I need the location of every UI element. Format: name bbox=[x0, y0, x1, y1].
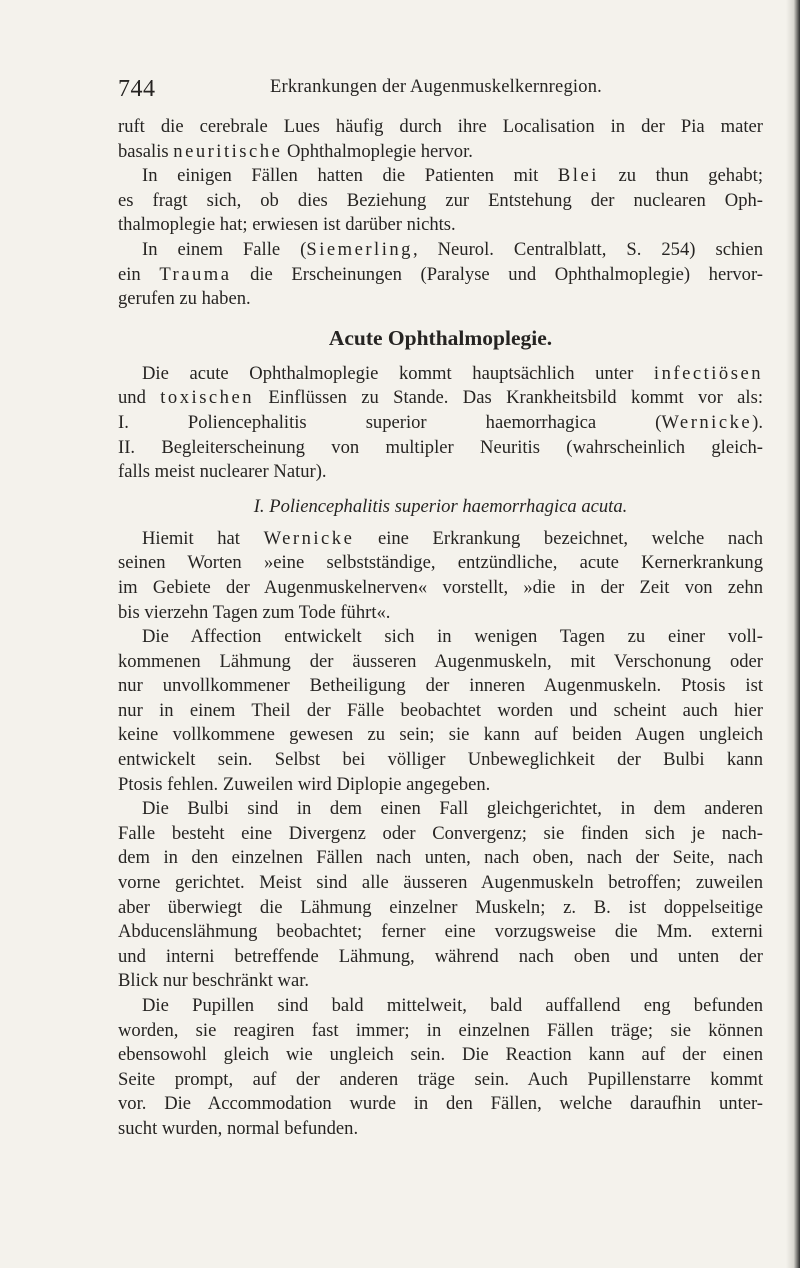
text-run: die Erscheinungen (Paralyse und Ophthalmoplegie) hervor- bbox=[231, 263, 763, 285]
text-run: basalis bbox=[118, 140, 174, 162]
text-line: Die Pupillen sind bald mittelweit, bald auffallend eng befunden bbox=[142, 995, 763, 1016]
text-line: im Gebiete der Augenmuskelnerven« vorstellt, »die in der Zeit von zehn bbox=[118, 576, 763, 598]
text-run: Einflüssen zu Stande. Das Krankheitsbild kommt vor als: bbox=[254, 387, 763, 409]
text-run: , Neurol. Centralblatt, S. 254) schien bbox=[412, 238, 763, 260]
page-number: 744 bbox=[118, 76, 156, 102]
text-line bbox=[118, 411, 763, 436]
paragraph bbox=[118, 115, 763, 164]
text-line: vorne gerichtet. Meist sind alle äusseren Augenmuskeln betroffen; zuweilen bbox=[118, 872, 763, 894]
text-line: sucht wurden, normal befunden. bbox=[118, 1117, 359, 1139]
paragraph bbox=[118, 527, 763, 625]
emphasized-text: Siemerling bbox=[306, 238, 413, 260]
text-line: aber überwiegt die Lähmung einzelner Muskeln; z. B. ist doppelseitige bbox=[118, 896, 763, 918]
page-edge bbox=[786, 0, 800, 1268]
emphasized-text: neuritische bbox=[173, 140, 283, 162]
text-line: Die Bulbi sind in dem einen Fall gleichgerichtet, in dem anderen bbox=[142, 798, 763, 820]
text-line: ebensowohl gleich wie ungleich sein. Die Reaction kann auf der einen bbox=[118, 1044, 763, 1066]
text-line: Die Affection entwickelt sich in wenigen Tagen zu einer voll- bbox=[142, 626, 763, 648]
text-line: bis vierzehn Tagen zum Tode führt«. bbox=[118, 601, 391, 623]
text-line: Abducenslähmung beobachtet; ferner eine vorzugsweise die Mm. externi bbox=[118, 921, 763, 943]
body-text bbox=[118, 115, 763, 1142]
text-run: ). bbox=[752, 411, 763, 433]
text-run: I. Poliencephalitis superior haemorrhagica ( bbox=[118, 411, 662, 433]
text-line: Blick nur beschränkt war. bbox=[118, 970, 310, 992]
text-run: Ophthalmoplegie hervor. bbox=[282, 140, 473, 162]
paragraph bbox=[118, 994, 763, 1142]
text-line: vor. Die Accommodation wurde in den Fällen, welche daraufhin unter- bbox=[118, 1093, 763, 1115]
text-line bbox=[118, 164, 763, 189]
text-line bbox=[118, 362, 763, 387]
text-line: kommenen Lähmung der äusseren Augenmuskeln, mit Verschonung oder bbox=[118, 650, 763, 672]
text-line: II. Begleiterscheinung von multipler Neuritis (wahrscheinlich gleich- bbox=[118, 436, 763, 458]
text-line: es fragt sich, ob dies Beziehung zur Entstehung der nuclearen Oph- bbox=[118, 189, 763, 211]
emphasized-text: Blei bbox=[557, 165, 599, 187]
text-run: In einem Falle ( bbox=[142, 238, 307, 260]
text-run: Die acute Ophthalmoplegie kommt hauptsächlich unter bbox=[142, 362, 654, 384]
text-line: Falle besteht eine Divergenz oder Convergenz; sie finden sich je nach- bbox=[118, 822, 763, 844]
paragraph bbox=[118, 625, 763, 797]
text-line bbox=[118, 386, 763, 411]
text-line bbox=[118, 140, 763, 165]
running-head: Erkrankungen der Augenmuskelkernregion. bbox=[270, 77, 602, 97]
text-line: nur unvollkommener Betheiligung der inneren Augenmuskeln. Ptosis ist bbox=[118, 675, 763, 697]
text-run: In einigen Fällen hatten die Patienten mit bbox=[142, 165, 558, 187]
text-line: thalmoplegie hat; erwiesen ist darüber nichts. bbox=[118, 214, 456, 236]
emphasized-text: toxischen bbox=[160, 387, 255, 409]
page-header bbox=[118, 70, 738, 106]
text-line: Seite prompt, auf der anderen träge sein. Auch Pupillenstarre kommt bbox=[118, 1068, 763, 1090]
text-line: dem in den einzelnen Fällen nach unten, nach oben, nach der Seite, nach bbox=[118, 847, 763, 869]
text-line bbox=[118, 238, 763, 263]
text-line: entwickelt sein. Selbst bei völliger Unbeweglichkeit der Bulbi kann bbox=[118, 749, 763, 771]
paragraph bbox=[118, 362, 763, 485]
section-heading: Acute Ophthalmoplegie. bbox=[328, 325, 553, 350]
text-line: und interni betreffende Lähmung, während nach oben und unten der bbox=[118, 945, 763, 967]
text-line: ruft die cerebrale Lues häufig durch ihre Localisation in der Pia mater bbox=[118, 116, 763, 137]
text-line: gerufen zu haben. bbox=[118, 288, 251, 310]
text-line: Ptosis fehlen. Zuweilen wird Diplopie angegeben. bbox=[118, 773, 491, 795]
emphasized-text: Wernicke bbox=[263, 527, 355, 549]
text-line: falls meist nuclearer Natur). bbox=[118, 461, 327, 483]
text-run: ein bbox=[118, 263, 160, 285]
text-line: keine vollkommene gewesen zu sein; sie kann auf beiden Augen ungleich bbox=[118, 724, 763, 746]
text-run: eine Erkrankung bezeichnet, welche nach bbox=[354, 527, 764, 549]
text-line: worden, sie reagiren fast immer; in einzelnen Fällen träge; sie können bbox=[118, 1019, 763, 1041]
paragraph bbox=[118, 164, 763, 238]
text-run: Hiemit hat bbox=[142, 527, 264, 549]
paragraph bbox=[118, 238, 763, 312]
text-run: und bbox=[118, 387, 161, 409]
text-line: nur in einem Theil der Fälle beobachtet worden und scheint auch hier bbox=[118, 699, 763, 721]
text-line: seinen Worten »eine selbstständige, entzündliche, acute Kernerkrankung bbox=[118, 552, 763, 574]
text-run: zu thun gehabt; bbox=[598, 165, 763, 187]
subsection-heading: I. Poliencephalitis superior haemorrhagica acuta. bbox=[253, 495, 628, 517]
emphasized-text: infectiösen bbox=[653, 362, 763, 384]
emphasized-text: Wernicke bbox=[661, 411, 753, 433]
paragraph bbox=[118, 797, 763, 994]
emphasized-text: Trauma bbox=[159, 263, 232, 285]
text-line bbox=[118, 527, 763, 552]
text-line bbox=[118, 263, 763, 288]
